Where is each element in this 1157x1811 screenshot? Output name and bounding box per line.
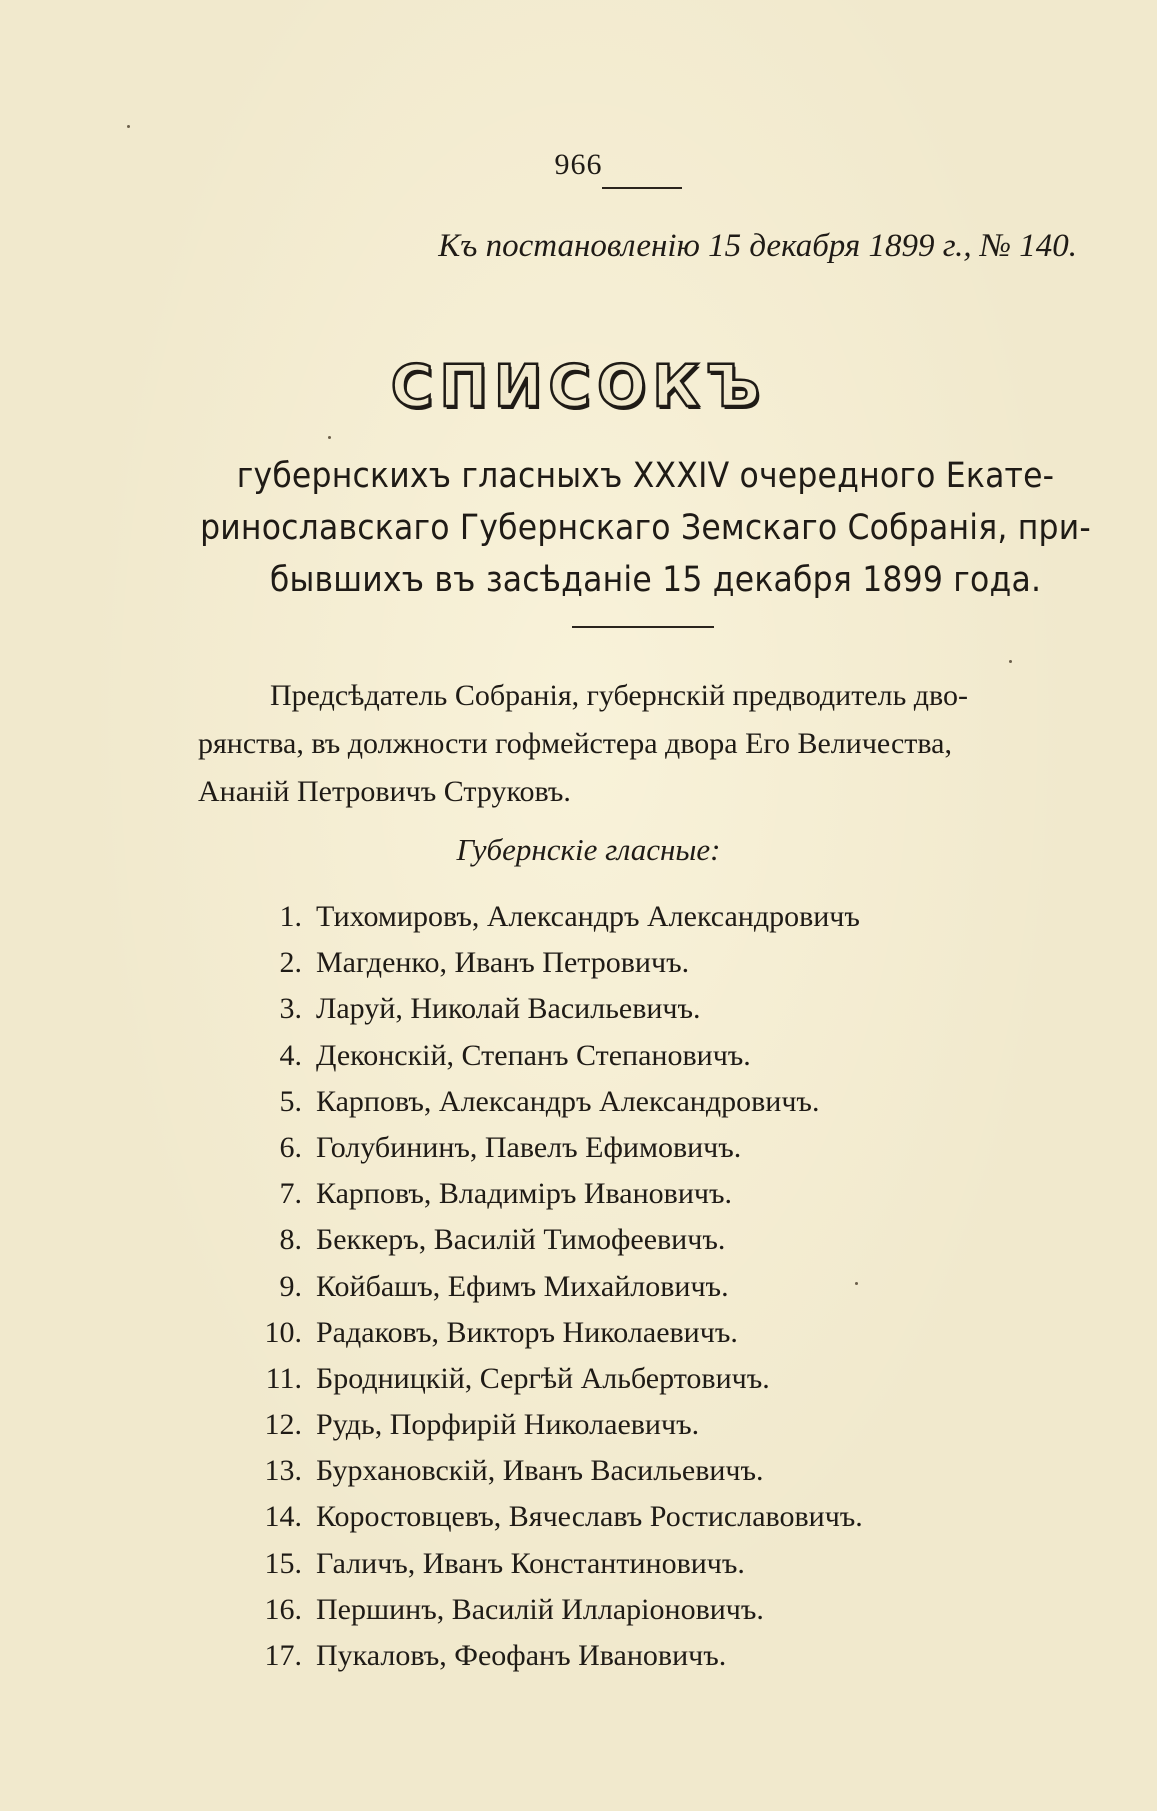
member-number: 9. — [279, 1269, 302, 1303]
list-item — [250, 1547, 1050, 1593]
list-item — [250, 1270, 1050, 1316]
subtitle-line: ринославскаго Губернскаго Земскаго Собранія, при- — [200, 508, 1091, 548]
page-number: 966 — [554, 148, 603, 181]
list-item — [250, 1639, 1050, 1685]
document-subtitle — [198, 450, 1093, 606]
subtitle-line: бывшихъ въ засѣданіе 15 декабря 1899 года. — [269, 560, 1042, 600]
member-name: Карповъ, Владиміръ Ивановичъ. — [316, 1177, 732, 1211]
member-number: 15. — [264, 1546, 302, 1580]
member-number: 11. — [265, 1361, 302, 1395]
member-number: 8. — [279, 1223, 302, 1257]
member-number: 10. — [264, 1315, 302, 1349]
member-name: Коростовцевъ, Вячеславъ Ростиславовичъ. — [316, 1500, 863, 1534]
member-name: Магденко, Иванъ Петровичъ. — [316, 946, 690, 980]
list-item — [250, 1223, 1050, 1269]
member-name: Першинъ, Василій Илларіоновичъ. — [316, 1592, 764, 1626]
member-list — [250, 900, 1050, 1685]
list-item — [250, 1131, 1050, 1177]
member-number: 3. — [279, 992, 302, 1026]
list-item — [250, 1593, 1050, 1639]
member-number: 13. — [264, 1454, 302, 1488]
list-item — [250, 1039, 1050, 1085]
list-item — [250, 992, 1050, 1038]
list-item — [250, 1362, 1050, 1408]
list-item — [250, 1500, 1050, 1546]
member-name: Деконскій, Степанъ Степановичъ. — [316, 1038, 751, 1072]
member-name: Галичъ, Иванъ Константиновичъ. — [316, 1546, 745, 1580]
ink-speck — [328, 436, 331, 439]
chairman-paragraph — [198, 672, 1083, 816]
member-number: 1. — [279, 900, 302, 933]
member-name: Карповъ, Александръ Александровичъ. — [316, 1084, 820, 1118]
subtitle-line: губернскихъ гласныхъ XXXIV очередного Екате- — [236, 456, 1055, 496]
member-name: Голубининъ, Павелъ Ефимовичъ. — [316, 1130, 742, 1164]
member-name: Ларуй, Николай Васильевичъ. — [316, 992, 701, 1026]
list-item — [250, 1316, 1050, 1362]
member-name: Радаковъ, Викторъ Николаевичъ. — [316, 1315, 738, 1349]
member-number: 7. — [279, 1177, 302, 1211]
member-name: Тихомировъ, Александръ Александровичъ — [316, 900, 860, 933]
document-title: СПИСОКЪ — [390, 352, 767, 420]
member-number: 17. — [264, 1639, 302, 1672]
ink-speck — [1009, 660, 1012, 663]
member-number: 5. — [279, 1084, 302, 1118]
member-number: 2. — [279, 946, 302, 980]
resolution-reference: Къ постановленію 15 декабря 1899 г., № 140. — [438, 228, 1077, 264]
member-name: Рудь, Порфирій Николаевичъ. — [316, 1408, 700, 1442]
member-name: Бродницкій, Сергѣй Альбертовичъ. — [316, 1361, 770, 1395]
member-name: Койбашъ, Ефимъ Михайловичъ. — [316, 1269, 729, 1303]
member-number: 16. — [264, 1592, 302, 1626]
chairman-line: Предсѣдатель Собранія, губернскій предводитель дво- — [270, 679, 968, 712]
section-heading: Губернскіе гласные: — [456, 832, 721, 867]
member-name: Бурхановскій, Иванъ Васильевичъ. — [316, 1454, 764, 1488]
chairman-line: Ананій Петровичъ Струковъ. — [198, 775, 571, 808]
chairman-line: рянства, въ должности гофмейстера двора Его Величества, — [198, 727, 952, 760]
member-number: 12. — [264, 1408, 302, 1442]
ink-speck — [855, 1282, 858, 1285]
page-number-rule — [602, 187, 682, 189]
list-item — [250, 900, 1050, 946]
list-item — [250, 1454, 1050, 1500]
list-item — [250, 1408, 1050, 1454]
list-item — [250, 1177, 1050, 1223]
list-item — [250, 946, 1050, 992]
member-number: 4. — [279, 1038, 302, 1072]
ink-speck — [127, 125, 130, 128]
list-item — [250, 1085, 1050, 1131]
member-name: Беккеръ, Василій Тимофеевичъ. — [316, 1223, 726, 1257]
member-number: 14. — [264, 1500, 302, 1534]
member-number: 6. — [279, 1130, 302, 1164]
member-name: Пукаловъ, Феофанъ Ивановичъ. — [316, 1639, 727, 1672]
section-divider — [572, 626, 714, 628]
